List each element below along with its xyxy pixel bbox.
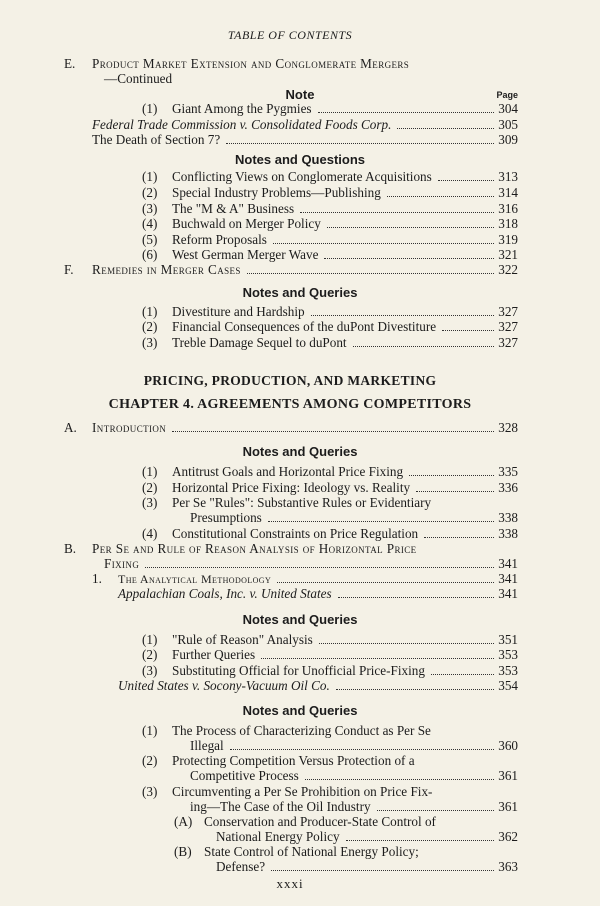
page-column-label: Page	[496, 90, 518, 100]
entry-title-cont: ing—The Case of the Oil Industry	[190, 799, 371, 814]
entry-title: Constitutional Constraints on Price Regulation	[172, 526, 419, 541]
toc-entry-line2	[190, 738, 518, 753]
notes-queries-heading: Notes and Queries	[242, 285, 358, 300]
case-title: Appalachian Coals, Inc. v. United States	[118, 586, 332, 601]
toc-entry-line1	[142, 723, 518, 738]
toc-entry	[142, 632, 518, 647]
notes-queries-heading: Notes and Queries	[242, 703, 358, 718]
entry-page: 361	[498, 799, 518, 814]
entry-page: 305	[498, 117, 518, 132]
entry-number: (4)	[142, 216, 158, 231]
entry-number: (3)	[142, 784, 158, 799]
entry-page: 327	[498, 304, 518, 319]
toc-entry	[142, 201, 518, 216]
toc-entry-case	[118, 586, 518, 601]
toc-subentry-line2	[216, 829, 518, 844]
section-e-title-cont: —Continued	[104, 71, 173, 86]
toc-entry-case	[118, 678, 518, 693]
chapter-title: CHAPTER 4. AGREEMENTS AMONG COMPETITORS	[108, 397, 472, 412]
leader-dots	[145, 567, 494, 568]
entry-page: 360	[498, 738, 518, 753]
case-title: Federal Trade Commission v. Consolidated Foods Corp.	[92, 117, 392, 132]
subsection-entry	[92, 571, 518, 587]
entry-title: The Process of Characterizing Conduct as Per Se	[172, 723, 431, 738]
leader-dots	[387, 196, 494, 197]
entry-number: (2)	[142, 480, 158, 495]
toc-entry	[142, 647, 518, 662]
entry-number: (1)	[142, 101, 158, 116]
toc-entry-line1	[142, 784, 518, 799]
leader-dots	[172, 431, 494, 432]
entry-title: Further Queries	[172, 647, 256, 662]
toc-entry	[142, 663, 518, 678]
entry-title: "Rule of Reason" Analysis	[172, 632, 313, 647]
entry-page: 341	[498, 586, 518, 601]
toc-entry	[92, 132, 518, 147]
section-f-entry	[92, 262, 518, 277]
leader-dots	[353, 346, 495, 347]
entry-page: 341	[498, 571, 518, 586]
toc-entry-line1	[142, 495, 518, 510]
entry-page: 338	[498, 526, 518, 541]
entry-number: (3)	[142, 201, 158, 216]
section-b-letter: B.	[64, 541, 77, 556]
entry-page: 361	[498, 768, 518, 783]
entry-page: 354	[498, 678, 518, 693]
entry-page: 327	[498, 335, 518, 350]
entry-number: (2)	[142, 319, 158, 334]
toc-entry-line2	[190, 799, 518, 814]
entry-number: (1)	[142, 464, 158, 479]
leader-dots	[318, 112, 495, 113]
entry-page: 363	[498, 859, 518, 874]
toc-entry	[142, 247, 518, 262]
entry-page: 353	[498, 647, 518, 662]
toc-entry	[142, 335, 518, 350]
notes-queries-heading: Notes and Queries	[242, 444, 358, 459]
entry-title-cont: Competitive Process	[190, 768, 299, 783]
entry-title: Giant Among the Pygmies	[172, 101, 312, 116]
entry-page: 336	[498, 480, 518, 495]
toc-entry-line2	[190, 768, 518, 783]
toc-entry	[142, 101, 518, 116]
entry-page: 316	[498, 201, 518, 216]
section-b-title-cont: Fixing	[104, 556, 140, 571]
entry-number: (A)	[174, 814, 193, 829]
toc-subentry-line1	[174, 844, 518, 859]
leader-dots	[261, 658, 494, 659]
entry-title: Horizontal Price Fixing: Ideology vs. Reality	[172, 480, 411, 495]
entry-title: State Control of National Energy Policy;	[204, 844, 419, 859]
toc-entry-line1	[142, 753, 518, 768]
subsection-title: The Analytical Methodology	[118, 572, 272, 586]
leader-dots	[247, 273, 494, 274]
entry-page: 353	[498, 663, 518, 678]
leader-dots	[300, 212, 494, 213]
entry-number: (3)	[142, 335, 158, 350]
toc-entry	[142, 480, 518, 495]
entry-title-cont: Defense?	[216, 859, 266, 874]
leader-dots	[409, 475, 494, 476]
entry-number: (2)	[142, 185, 158, 200]
entry-title: Circumventing a Per Se Prohibition on Price Fix-	[172, 784, 433, 799]
notes-queries-heading: Notes and Queries	[242, 612, 358, 627]
entry-title: The Death of Section 7?	[92, 132, 221, 147]
entry-title: Protecting Competition Versus Protection of a	[172, 753, 415, 768]
leader-dots	[338, 597, 495, 598]
entry-title: Buchwald on Merger Policy	[172, 216, 321, 231]
entry-number: (1)	[142, 723, 158, 738]
leader-dots	[377, 810, 495, 811]
leader-dots	[336, 689, 494, 690]
leader-dots	[268, 521, 494, 522]
entry-title-cont: Presumptions	[190, 510, 262, 525]
entry-number: (1)	[142, 304, 158, 319]
toc-entry	[142, 319, 518, 334]
part-title: PRICING, PRODUCTION, AND MARKETING	[143, 373, 437, 388]
leader-dots	[397, 128, 494, 129]
entry-title: The "M & A" Business	[172, 201, 295, 216]
leader-dots	[346, 840, 495, 841]
toc-entry	[142, 169, 518, 184]
entry-page: 313	[498, 169, 518, 184]
toc-entry	[142, 304, 518, 319]
entry-title: Substituting Official for Unofficial Price-Fixing	[172, 663, 425, 678]
toc-entry	[142, 232, 518, 247]
leader-dots	[305, 779, 494, 780]
toc-subentry-line2	[216, 859, 518, 874]
entry-title: West German Merger Wave	[172, 247, 319, 262]
leader-dots	[230, 749, 495, 750]
leader-dots	[424, 537, 494, 538]
leader-dots	[311, 315, 495, 316]
entry-title: Treble Damage Sequel to duPont	[172, 335, 347, 350]
note-heading: Note	[285, 87, 315, 102]
leader-dots	[416, 491, 494, 492]
toc-subentry-line1	[174, 814, 518, 829]
entry-title: Conflicting Views on Conglomerate Acquisitions	[172, 169, 432, 184]
leader-dots	[442, 330, 494, 331]
entry-page: 321	[498, 247, 518, 262]
entry-title: Special Industry Problems—Publishing	[172, 185, 381, 200]
leader-dots	[431, 674, 494, 675]
page-number: xxxi	[276, 876, 304, 891]
entry-number: (4)	[142, 526, 158, 541]
toc-entry	[142, 216, 518, 231]
section-f-letter: F.	[64, 262, 74, 277]
entry-page: 341	[498, 556, 518, 571]
entry-page: 351	[498, 632, 518, 647]
entry-page: 314	[498, 185, 518, 200]
entry-title: Financial Consequences of the duPont Divestiture	[172, 319, 437, 334]
section-a-letter: A.	[64, 420, 77, 435]
entry-number: (5)	[142, 232, 158, 247]
leader-dots	[271, 870, 494, 871]
entry-number: (3)	[142, 495, 158, 510]
toc-entry-line2	[190, 510, 518, 525]
toc-entry-case	[92, 117, 518, 132]
entry-page: 318	[498, 216, 518, 231]
entry-number: (2)	[142, 647, 158, 662]
entry-number: (6)	[142, 247, 158, 262]
case-title: United States v. Socony-Vacuum Oil Co.	[118, 678, 330, 693]
entry-number: (1)	[142, 169, 158, 184]
entry-page: 304	[498, 101, 518, 116]
entry-page: 362	[498, 829, 518, 844]
section-b-title: Per Se and Rule of Reason Analysis of Horizontal Price	[92, 541, 417, 556]
entry-page: 319	[498, 232, 518, 247]
section-f-title: Remedies in Merger Cases	[92, 262, 241, 277]
running-head: TABLE OF CONTENTS	[227, 28, 353, 42]
entry-page: 322	[498, 262, 518, 277]
entry-page: 335	[498, 464, 518, 479]
entry-title-cont: National Energy Policy	[216, 829, 340, 844]
entry-page: 338	[498, 510, 518, 525]
section-e-title: Product Market Extension and Conglomerate Mergers	[92, 56, 410, 71]
entry-number: (1)	[142, 632, 158, 647]
leader-dots	[226, 143, 494, 144]
section-e-letter: E.	[64, 56, 76, 71]
entry-number: (B)	[174, 844, 192, 859]
leader-dots	[438, 180, 494, 181]
leader-dots	[324, 258, 494, 259]
section-b-entry-cont	[104, 556, 518, 571]
section-a-title: Introduction	[92, 420, 167, 435]
entry-page: 328	[498, 420, 518, 435]
notes-questions-heading: Notes and Questions	[234, 152, 366, 167]
entry-title: Per Se "Rules": Substantive Rules or Evidentiary	[172, 495, 432, 510]
toc-entry	[142, 464, 518, 479]
entry-number: (3)	[142, 663, 158, 678]
subsection-number: 1.	[92, 571, 102, 586]
entry-title: Reform Proposals	[172, 232, 267, 247]
leader-dots	[277, 582, 494, 583]
toc-entry	[142, 526, 518, 541]
entry-page: 327	[498, 319, 518, 334]
leader-dots	[327, 227, 494, 228]
entry-number: (2)	[142, 753, 158, 768]
entry-title: Divestiture and Hardship	[172, 304, 305, 319]
entry-title: Conservation and Producer-State Control of	[204, 814, 436, 829]
toc-entry	[142, 185, 518, 200]
section-a-entry	[92, 420, 518, 435]
entry-page: 309	[498, 132, 518, 147]
leader-dots	[273, 243, 494, 244]
entry-title: Antitrust Goals and Horizontal Price Fixing	[172, 464, 404, 479]
entry-title-cont: Illegal	[190, 738, 224, 753]
leader-dots	[319, 643, 494, 644]
